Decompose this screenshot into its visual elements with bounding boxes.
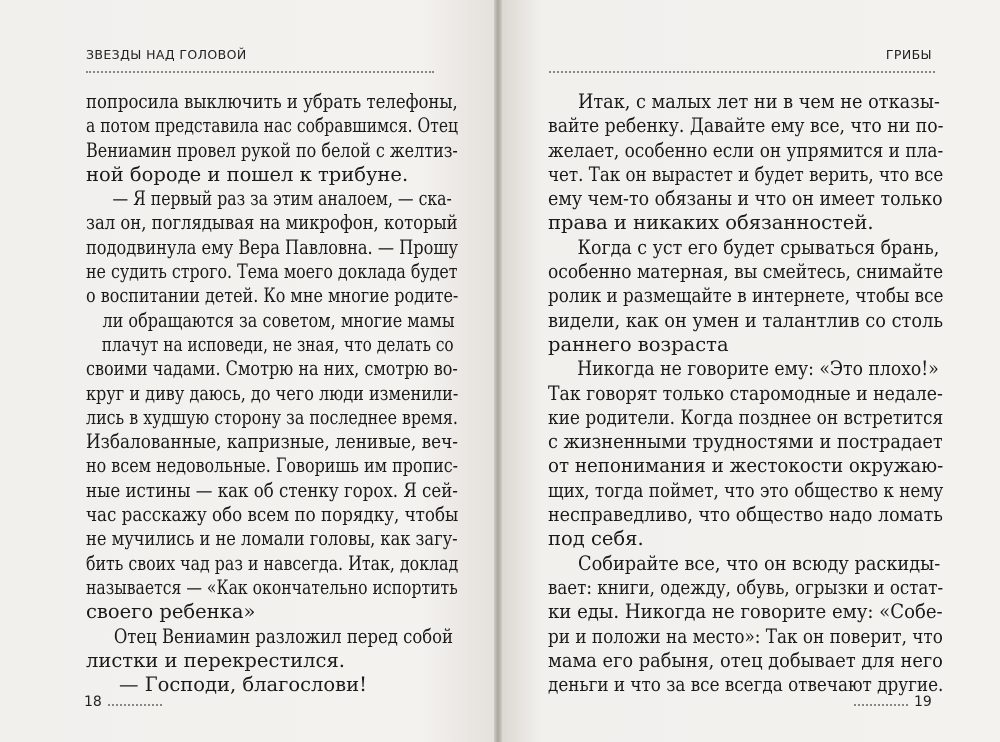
text-line: ри и положи на место»: Так он поверит, что — [548, 624, 943, 648]
text-line: попросила выключить и убрать телефоны, — [86, 90, 458, 113]
text-line: плачут на исповеди, не зная, что делать со — [101, 332, 454, 356]
text-line: вайте ребенку. Давайте ему все, что ни по- — [548, 114, 944, 138]
text-line: Никогда не говорите ему: «Это плохо!» — [577, 357, 939, 381]
text-line: своими чадами. Смотрю на них, смотрю во- — [86, 357, 458, 381]
text-line: под себя. — [548, 527, 644, 551]
text-line: права и никаких обязанностей. — [548, 211, 874, 235]
text-line: особенно матерная, вы смейтесь, снимайте — [548, 260, 944, 284]
book-gutter — [494, 0, 502, 742]
text-line: листки и перекрестился. — [86, 648, 345, 672]
text-line: ему чем-то обязаны и что он имеет только — [548, 187, 943, 211]
text-line: чет. Так он вырастет и будет верить, что все — [548, 162, 944, 186]
text-line: час расскажу обо всем по порядку, чтобы — [86, 503, 459, 527]
text-line: желает, особенно если он упрямится и пла- — [548, 138, 944, 162]
left-page — [0, 0, 494, 742]
text-line: от непонимания и жестокости окружаю- — [548, 454, 944, 478]
text-line: ли обращаются за советом, многие мамы — [102, 308, 455, 332]
text-line: раннего возраста — [548, 332, 729, 356]
text-line: лись в худшую сторону за последнее время. — [86, 405, 458, 429]
text-line: ки еды. Никогда не говорите ему: «Собе- — [548, 600, 943, 624]
text-line: несправедливо, что общество надо ломать — [548, 503, 943, 527]
text-line: Итак, с малых лет ни в чем не отказы- — [577, 90, 940, 113]
left-page-text — [86, 90, 458, 697]
header-dotted-rule-right — [549, 71, 935, 73]
text-line: Так говорят только старомодные и недале- — [548, 381, 943, 405]
text-line: мама его рабыня, отец добывает для него — [548, 648, 943, 672]
text-line: ной бороде и пошел к трибуне. — [86, 162, 409, 186]
text-line: вает: книги, одежду, обувь, огрызки и остат- — [548, 575, 944, 599]
text-line: не судить строго. Тема моего доклада будет — [86, 260, 458, 284]
running-head-left: ЗВЕЗДЫ НАД ГОЛОВОЙ — [86, 47, 247, 62]
text-line: — Господи, благослови! — [119, 673, 367, 697]
text-line: пододвинула ему Вера Павловна. — Прошу — [86, 235, 458, 259]
text-line: не мучились и не ломали головы, как загу- — [86, 527, 458, 551]
header-dotted-rule-left — [86, 71, 434, 73]
folio-dotted-rule-right — [854, 704, 908, 706]
text-line: Вениамин провел рукой по белой с желтиз- — [86, 138, 458, 162]
text-line: ные истины — как об стенку горох. Я сей- — [86, 478, 458, 502]
right-page-text — [548, 90, 943, 697]
text-line: — Я первый раз за этим аналоем, — ска- — [112, 187, 452, 211]
text-line: а потом представила нас собравшимся. Отец — [86, 114, 459, 138]
text-line: деньги и что за все всегда отвечают другие. — [548, 673, 944, 697]
text-line: своего ребенка» — [86, 600, 256, 624]
text-line: видели, как он умен и талантлив со столь — [548, 308, 944, 332]
text-line: Избалованные, капризные, ленивые, веч- — [86, 430, 458, 454]
text-line: щих, тогда поймет, что это общество к нему — [548, 478, 944, 502]
text-line: кие родители. Когда позднее он встретится — [548, 405, 944, 429]
text-line: о воспитании детей. Ко мне многие родите- — [86, 284, 459, 308]
text-line: Собирайте все, что он всюду раскиды- — [578, 551, 941, 575]
folio-dotted-rule-left — [108, 704, 162, 706]
page-number-left: 18 — [84, 694, 102, 710]
page-number-right: 19 — [914, 694, 932, 710]
text-line: Отец Вениамин разложил перед собой — [113, 624, 454, 648]
right-page — [502, 0, 1000, 742]
text-line: но всем недовольные. Говоришь им пропис- — [86, 454, 459, 478]
text-line: круг и диву даюсь, до чего люди изменили- — [86, 381, 459, 405]
text-line: с жизненными трудностями и пострадает — [548, 430, 943, 454]
text-line: бить своих чад раз и навсегда. Итак, доклад — [86, 551, 459, 575]
text-line: ролик и размещайте в интернете, чтобы все — [548, 284, 944, 308]
running-head-right: ГРИБЫ — [885, 47, 932, 62]
text-line: зал он, поглядывая на микрофон, который — [86, 211, 458, 235]
text-line: Когда с уст его будет срываться брань, — [577, 235, 940, 259]
text-line: называется — «Как окончательно испортить — [86, 575, 458, 599]
